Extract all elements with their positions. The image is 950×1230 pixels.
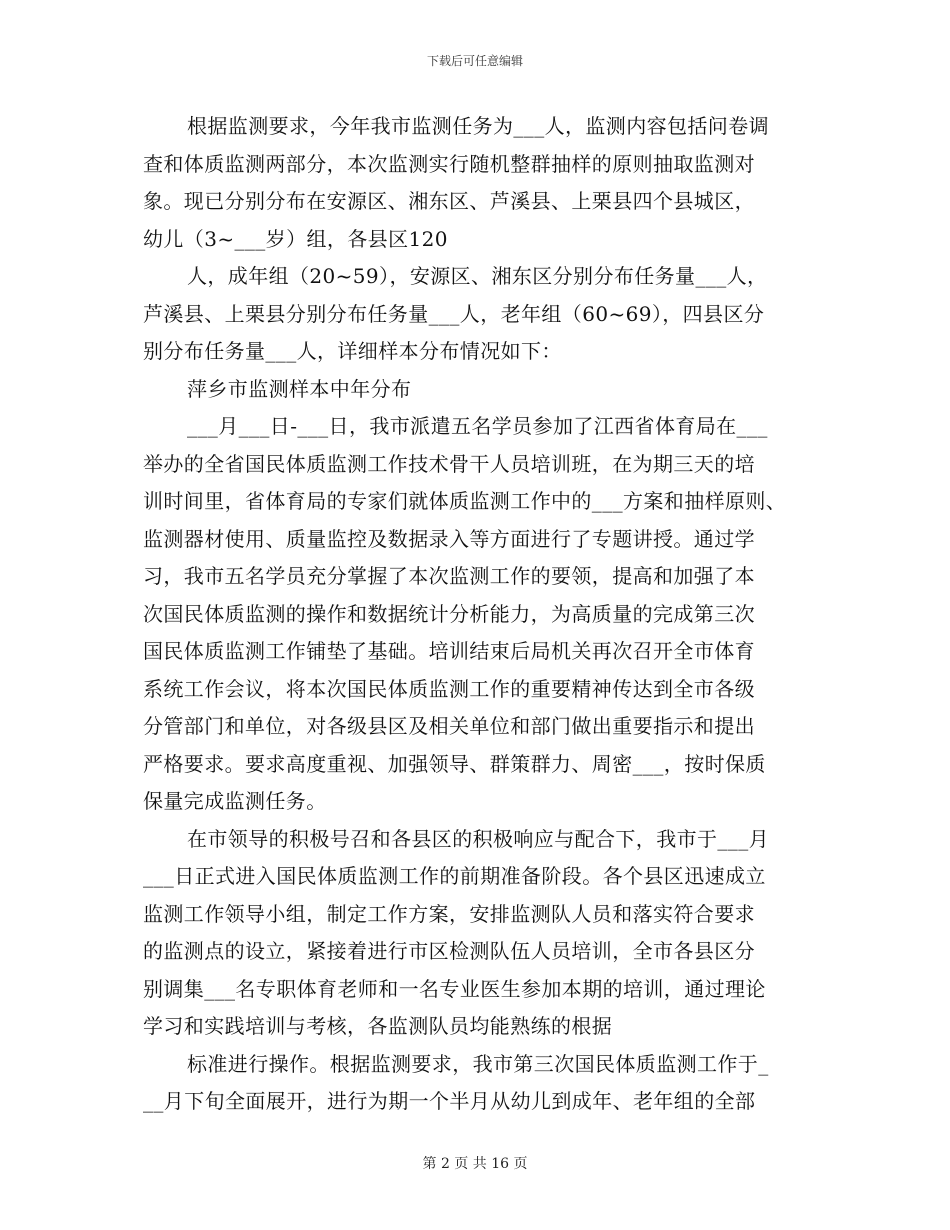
body-text-line: 分管部门和单位，对各级县区及相关单位和部门做出重要指示和提出 <box>143 714 755 738</box>
body-text-line: 保量完成监测任务。 <box>143 789 327 813</box>
body-text-line: 习，我市五名学员充分掌握了本次监测工作的要领，提高和加强了本 <box>143 564 755 588</box>
body-text-line: 象。现已分别分布在安源区、湘东区、芦溪县、上栗县四个县城区， <box>143 189 755 213</box>
body-text-line: 举办的全省国民体质监测工作技术骨干人员培训班，在为期三天的培 <box>143 451 755 476</box>
body-text-line: 的监测点的设立，紧接着进行市区检测队伍人员培训，全市各县区分 <box>143 939 755 963</box>
body-text-line: 芦溪县、上栗县分别分布任务量___人，老年组（60~69），四县区分 <box>143 301 765 326</box>
body-text-line: 系统工作会议，将本次国民体质监测工作的重要精神传达到全市各级 <box>143 676 755 701</box>
body-text-line: ___月___日-___日，我市派遣五名学员参加了江西省体育局在___ <box>187 414 768 438</box>
body-text-line: 别分布任务量___人，详细样本分布情况如下： <box>143 339 562 363</box>
body-text-line: 标准进行操作。根据监测要求，我市第三次国民体质监测工作于_ <box>187 1051 769 1076</box>
body-text-line: 监测工作领导小组，制定工作方案，安排监测队人员和落实符合要求 <box>143 901 755 926</box>
body-text-line: 次国民体质监测的操作和数据统计分析能力，为高质量的完成第三次 <box>143 601 755 626</box>
page-footer: 第 2 页 共 16 页 <box>422 1156 528 1172</box>
body-text-line: 监测器材使用、质量监控及数据录入等方面进行了专题讲授。通过学 <box>143 526 755 551</box>
body-text-line: 根据监测要求，今年我市监测任务为___人，监测内容包括问卷调 <box>187 114 769 138</box>
body-text-line: 幼儿（3~___岁）组，各县区120 <box>143 226 448 251</box>
body-text-line: 训时间里，省体育局的专家们就体质监测工作中的___方案和抽样原则、 <box>143 489 787 513</box>
document-body <box>143 108 808 1121</box>
body-text-line: ___日正式进入国民体质监测工作的前期准备阶段。各个县区迅速成立 <box>143 864 766 888</box>
body-text-line: 学习和实践培训与考核，各监测队员均能熟练的根据 <box>143 1014 613 1038</box>
body-text-line: 严格要求。要求高度重视、加强领导、群策群力、周密___，按时保质 <box>143 751 766 776</box>
body-text-line: 萍乡市监测样本中年分布 <box>187 376 412 401</box>
body-text-line: 在市领导的积极号召和各县区的积极响应与配合下，我市于___月 <box>187 826 769 851</box>
body-text-line: 国民体质监测工作铺垫了基础。培训结束后局机关再次召开全市体育 <box>143 639 755 663</box>
body-text-line: 查和体质监测两部分，本次监测实行随机整群抽样的原则抽取监测对 <box>143 151 755 176</box>
body-text-line: 别调集___名专职体育老师和一名专业医生参加本期的培训，通过理论 <box>143 976 766 1001</box>
page-header: 下载后可任意编辑 <box>426 54 523 68</box>
body-text-line: 人，成年组（20~59），安源区、湘东区分别分布任务量___人， <box>187 264 768 288</box>
body-text-line: __月下旬全面展开，进行为期一个半月从幼儿到成年、老年组的全部 <box>143 1089 756 1113</box>
